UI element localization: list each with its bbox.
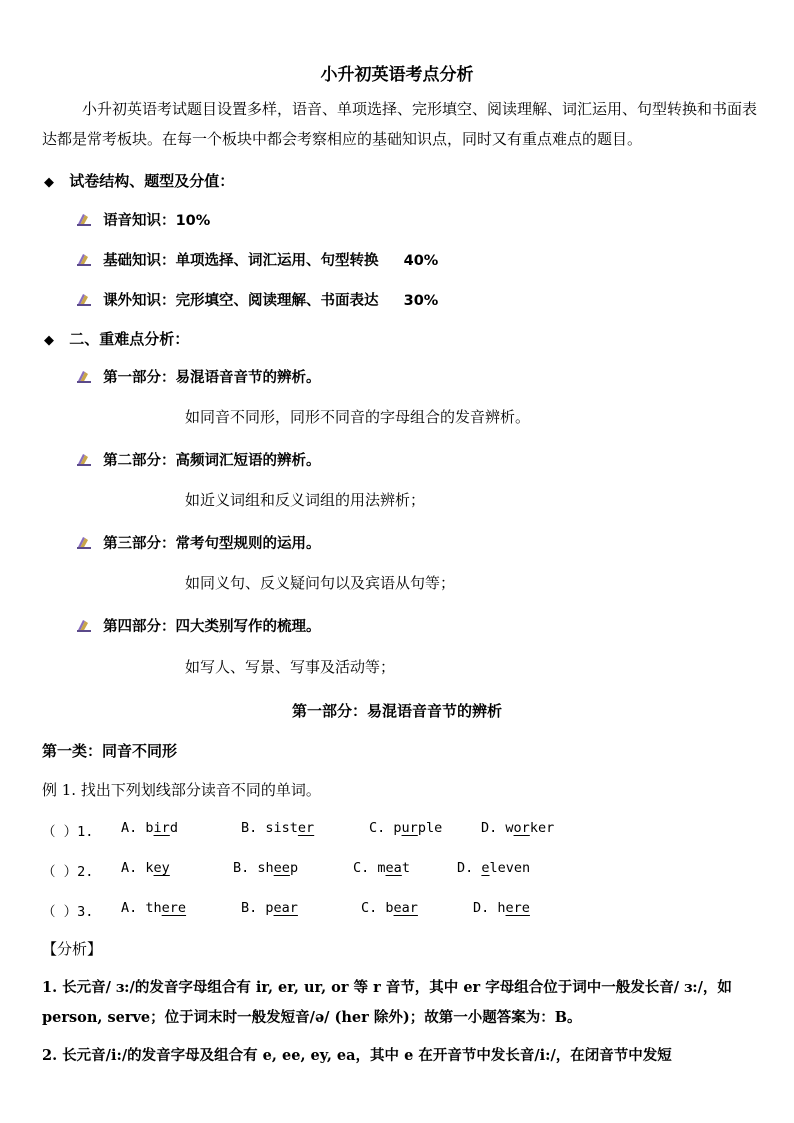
analysis-label: 【分析】 xyxy=(42,940,103,958)
pencil-bullet-icon xyxy=(76,535,92,549)
option: D. here xyxy=(473,900,530,916)
question-row xyxy=(42,900,93,920)
item-label: 语音知识： xyxy=(103,213,176,229)
answer-blank[interactable]: （ ） xyxy=(42,824,78,840)
item-detail: 单项选择、词汇运用、句型转换 xyxy=(175,253,379,269)
part-desc: 如写人、写景、写事及活动等； xyxy=(185,658,396,676)
pencil-bullet-icon xyxy=(76,252,92,266)
option: A. bird xyxy=(121,820,178,836)
part-title xyxy=(76,532,321,553)
part-title xyxy=(76,449,321,470)
option: A. key xyxy=(121,860,170,876)
pencil-bullet-icon xyxy=(76,212,92,226)
option: C. purple xyxy=(369,820,443,836)
option: D. eleven xyxy=(457,860,531,876)
section2-heading xyxy=(44,328,189,349)
section1-item xyxy=(76,249,438,270)
pencil-bullet-icon xyxy=(76,369,92,383)
item-detail: 完形填空、阅读理解、书面表达 xyxy=(175,293,379,309)
section1-item xyxy=(76,209,210,230)
diamond-bullet-icon: ◆ xyxy=(44,333,54,348)
item-detail: 10% xyxy=(175,213,211,229)
option: D. worker xyxy=(481,820,555,836)
part-title-text: 第三部分：常考句型规则的运用。 xyxy=(103,536,321,552)
part-title xyxy=(76,366,321,387)
pencil-bullet-icon xyxy=(76,452,92,466)
intro-paragraph xyxy=(42,94,762,154)
question-number: 3. xyxy=(77,904,94,920)
pencil-bullet-icon xyxy=(76,292,92,306)
item-percent: 40% xyxy=(403,253,439,269)
option: B. pear xyxy=(241,900,298,916)
answer-blank[interactable]: （ ） xyxy=(42,904,78,920)
section2-heading-text: 二、重难点分析： xyxy=(69,330,190,348)
answer-blank[interactable]: （ ） xyxy=(42,864,78,880)
part1-heading: 第一部分：易混语音音节的辨析 xyxy=(291,702,502,720)
option: C. meat xyxy=(353,860,410,876)
part-title-text: 第二部分：高频词汇短语的辨析。 xyxy=(103,453,321,469)
item-label: 课外知识： xyxy=(103,293,176,309)
option: B. sister xyxy=(241,820,315,836)
pencil-bullet-icon xyxy=(76,618,92,632)
item-percent: 30% xyxy=(403,293,439,309)
diamond-bullet-icon: ◆ xyxy=(44,175,54,190)
question-number: 2. xyxy=(77,864,94,880)
option: B. sheep xyxy=(233,860,299,876)
category-heading: 第一类：同音不同形 xyxy=(42,742,178,760)
section1-item xyxy=(76,289,438,310)
part-desc: 如同义句、反义疑问句以及宾语从句等； xyxy=(185,574,456,592)
part-desc: 如同音不同形，同形不同音的字母组合的发音辨析。 xyxy=(185,408,531,426)
part-desc: 如近义词组和反义词组的用法辨析； xyxy=(185,491,426,509)
section1-heading xyxy=(44,170,234,191)
document-title: 小升初英语考点分析 xyxy=(320,65,474,85)
section1-heading-text: 试卷结构、题型及分值： xyxy=(69,172,235,190)
analysis-paragraph: 1. 长元音/ ɜ:/的发音字母组合有 ir, er, ur, or 等 r 音节，其中 er 字母组合位于词中一般发长音/ ɜ:/，如 person, serve；位于词末时一般发短音/ə/ (her 除外)；故第一小题答案为：B。 xyxy=(42,979,732,1026)
item-label: 基础知识： xyxy=(103,253,176,269)
part-title-text: 第一部分：易混语音音节的辨析。 xyxy=(103,370,321,386)
question-number: 1. xyxy=(77,824,94,840)
part-title xyxy=(76,615,321,636)
question-row xyxy=(42,820,93,840)
intro-text: 小升初英语考试题目设置多样，语音、单项选择、完形填空、阅读理解、词汇运用、句型转换和书面表达都是常考板块。在每一个板块中都会考察相应的基础知识点，同时又有重点难点的题目。 xyxy=(42,100,758,148)
option: A. there xyxy=(121,900,187,916)
option: C. bear xyxy=(361,900,418,916)
analysis-paragraph: 2. 长元音/i:/的发音字母及组合有 e, ee, ey, ea，其中 e 在开音节中发长音/i:/，在闭音节中发短 xyxy=(42,1047,672,1064)
example-prompt: 例 1. 找出下列划线部分读音不同的单词。 xyxy=(42,781,321,799)
part-title-text: 第四部分：四大类别写作的梳理。 xyxy=(103,619,321,635)
question-row xyxy=(42,860,93,880)
